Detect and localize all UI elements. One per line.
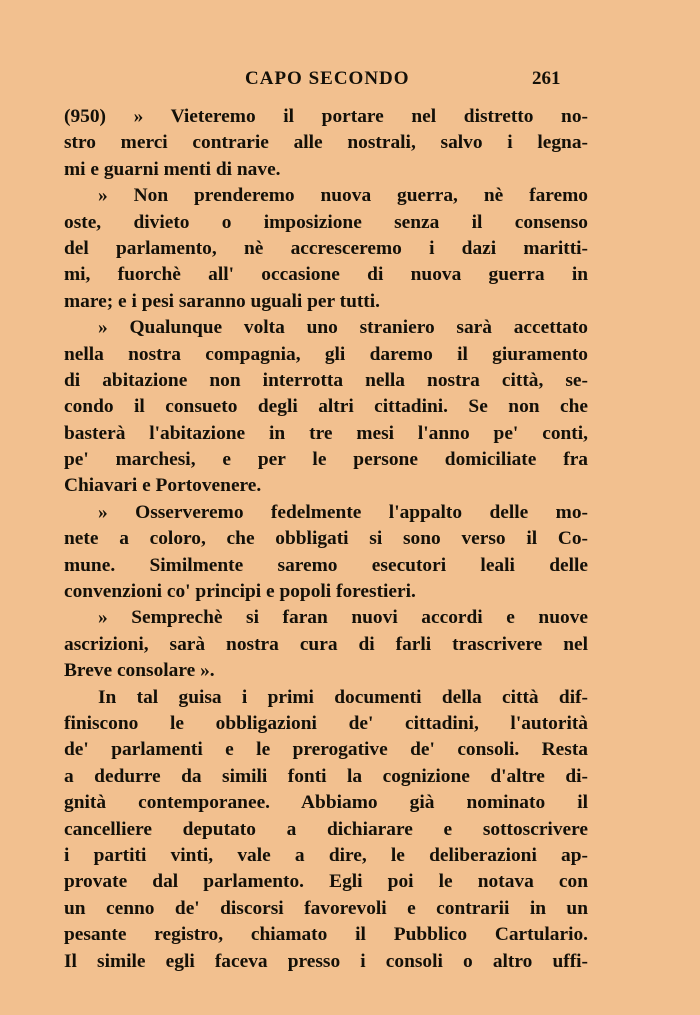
text-line: mare; e i pesi saranno uguali per tutti.: [64, 290, 380, 312]
text-line: Chiavari e Portovenere.: [64, 475, 262, 497]
text-line: In tal guisa i primi documenti della città dif-: [98, 686, 588, 708]
text-line: mune. Similmente saremo esecutori leali delle: [64, 554, 588, 576]
text-line: del parlamento, nè accresceremo i dazi maritti-: [64, 237, 588, 259]
text-line: stro merci contrarie alle nostrali, salvo i legna-: [64, 132, 588, 154]
text-line: » Non prenderemo nuova guerra, nè faremo: [98, 185, 588, 207]
text-line: gnità contemporanee. Abbiamo già nominato il: [64, 792, 588, 814]
page-number: 261: [532, 68, 561, 89]
text-line: mi e guarni menti di nave.: [64, 158, 281, 180]
text-line: oste, divieto o imposizione senza il consenso: [64, 211, 588, 233]
page-header: [0, 68, 700, 94]
text-line: de' parlamenti e le prerogative de' consoli. Resta: [64, 739, 588, 761]
body-text: [64, 104, 588, 975]
text-line: (950) » Vieteremo il portare nel distretto no-: [64, 106, 588, 127]
text-line: nete a coloro, che obbligati si sono verso il Co-: [64, 528, 588, 550]
text-line: cancelliere deputato a dichiarare e sottoscrivere: [64, 818, 588, 840]
text-line: condo il consueto degli altri cittadini. Se non che: [64, 396, 588, 418]
text-line: di abitazione non interrotta nella nostra città, se-: [64, 369, 588, 391]
text-line: » Qualunque volta uno straniero sarà accettato: [98, 317, 588, 339]
running-title: CAPO SECONDO: [245, 68, 410, 89]
text-line: Breve consolare ».: [64, 660, 215, 682]
text-line: un cenno de' discorsi favorevoli e contrarii in un: [64, 897, 588, 919]
text-line: Il simile egli faceva presso i consoli o altro uffi-: [64, 950, 588, 972]
text-line: nella nostra compagnia, gli daremo il giuramento: [64, 343, 588, 365]
text-line: pe' marchesi, e per le persone domiciliate fra: [64, 449, 588, 471]
text-line: convenzioni co' principi e popoli forestieri.: [64, 581, 416, 603]
text-line: pesante registro, chiamato il Pubblico Cartulario.: [64, 924, 588, 946]
text-line: provate dal parlamento. Egli poi le notava con: [64, 871, 588, 893]
text-line: » Semprechè si faran nuovi accordi e nuove: [98, 607, 588, 629]
text-line: » Osserveremo fedelmente l'appalto delle mo-: [98, 501, 588, 523]
text-line: a dedurre da simili fonti la cognizione d'altre di-: [64, 765, 588, 787]
text-line: basterà l'abitazione in tre mesi l'anno pe' conti,: [64, 422, 588, 444]
text-line: i partiti vinti, vale a dire, le deliberazioni ap-: [64, 844, 588, 866]
text-line: finiscono le obbligazioni de' cittadini, l'autorità: [64, 712, 588, 734]
text-line: mi, fuorchè all' occasione di nuova guerra in: [64, 264, 588, 286]
text-line: ascrizioni, sarà nostra cura di farli trascrivere nel: [64, 633, 588, 655]
